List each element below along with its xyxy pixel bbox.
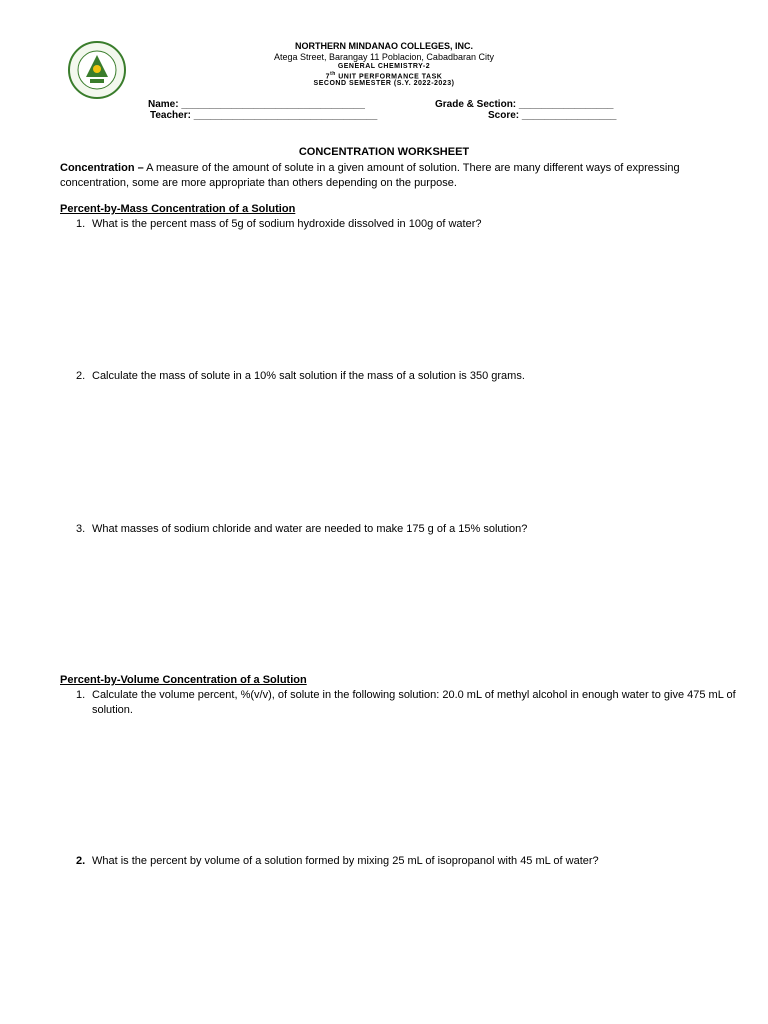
subject-title: GENERAL CHEMISTRY-2 bbox=[337, 63, 431, 70]
task-title: 7th UNIT PERFORMANCE TASK bbox=[325, 71, 443, 81]
question-mass-3 bbox=[60, 522, 740, 537]
question-text: What is the percent by volume of a solution formed by mixing 25 mL of isopropanol with 45 mL of water? bbox=[92, 855, 599, 867]
question-mass-1 bbox=[60, 217, 740, 232]
question-number: 3. bbox=[76, 523, 86, 535]
question-number: 2. bbox=[76, 370, 86, 382]
question-volume-1 bbox=[60, 688, 750, 718]
school-address: Atega Street, Barangay 11 Poblacion, Cabadbaran City bbox=[274, 52, 494, 62]
teacher-field[interactable]: Teacher: _________________________________ bbox=[150, 110, 378, 121]
question-text: What is the percent mass of 5g of sodium hydroxide dissolved in 100g of water? bbox=[92, 218, 482, 230]
question-volume-2 bbox=[60, 854, 740, 869]
question-text: Calculate the mass of solute in a 10% salt solution if the mass of a solution is 350 grams. bbox=[92, 370, 525, 382]
concentration-definition bbox=[60, 161, 725, 191]
name-field[interactable]: Name: _________________________________ bbox=[148, 99, 365, 110]
question-mass-2 bbox=[60, 369, 740, 384]
section-heading-mass: Percent-by-Mass Concentration of a Solution bbox=[60, 203, 296, 215]
question-number: 2. bbox=[76, 855, 86, 867]
question-number: 1. bbox=[76, 218, 86, 230]
school-name: NORTHERN MINDANAO COLLEGES, INC. bbox=[294, 41, 473, 51]
worksheet-title: CONCENTRATION WORKSHEET bbox=[298, 146, 470, 158]
score-field[interactable]: Score: _________________ bbox=[488, 110, 617, 121]
section-heading-volume: Percent-by-Volume Concentration of a Solution bbox=[60, 674, 307, 686]
question-text: What masses of sodium chloride and water are needed to make 175 g of a 15% solution? bbox=[92, 523, 528, 535]
question-number: 1. bbox=[76, 689, 86, 701]
question-text: Calculate the volume percent, %(v/v), of solute in the following solution: 20.0 mL of methyl alcohol in enough water to give 475 mL of solution. bbox=[92, 689, 736, 716]
semester-label: SECOND SEMESTER (S.Y. 2022-2023) bbox=[313, 80, 455, 87]
grade-section-field[interactable]: Grade & Section: _________________ bbox=[435, 99, 614, 110]
definition-text: A measure of the amount of solute in a given amount of solution. There are many different ways of expressing concentration, some are more appropriate than others depending on the purpose. bbox=[60, 162, 680, 189]
definition-term: Concentration – bbox=[60, 162, 144, 174]
